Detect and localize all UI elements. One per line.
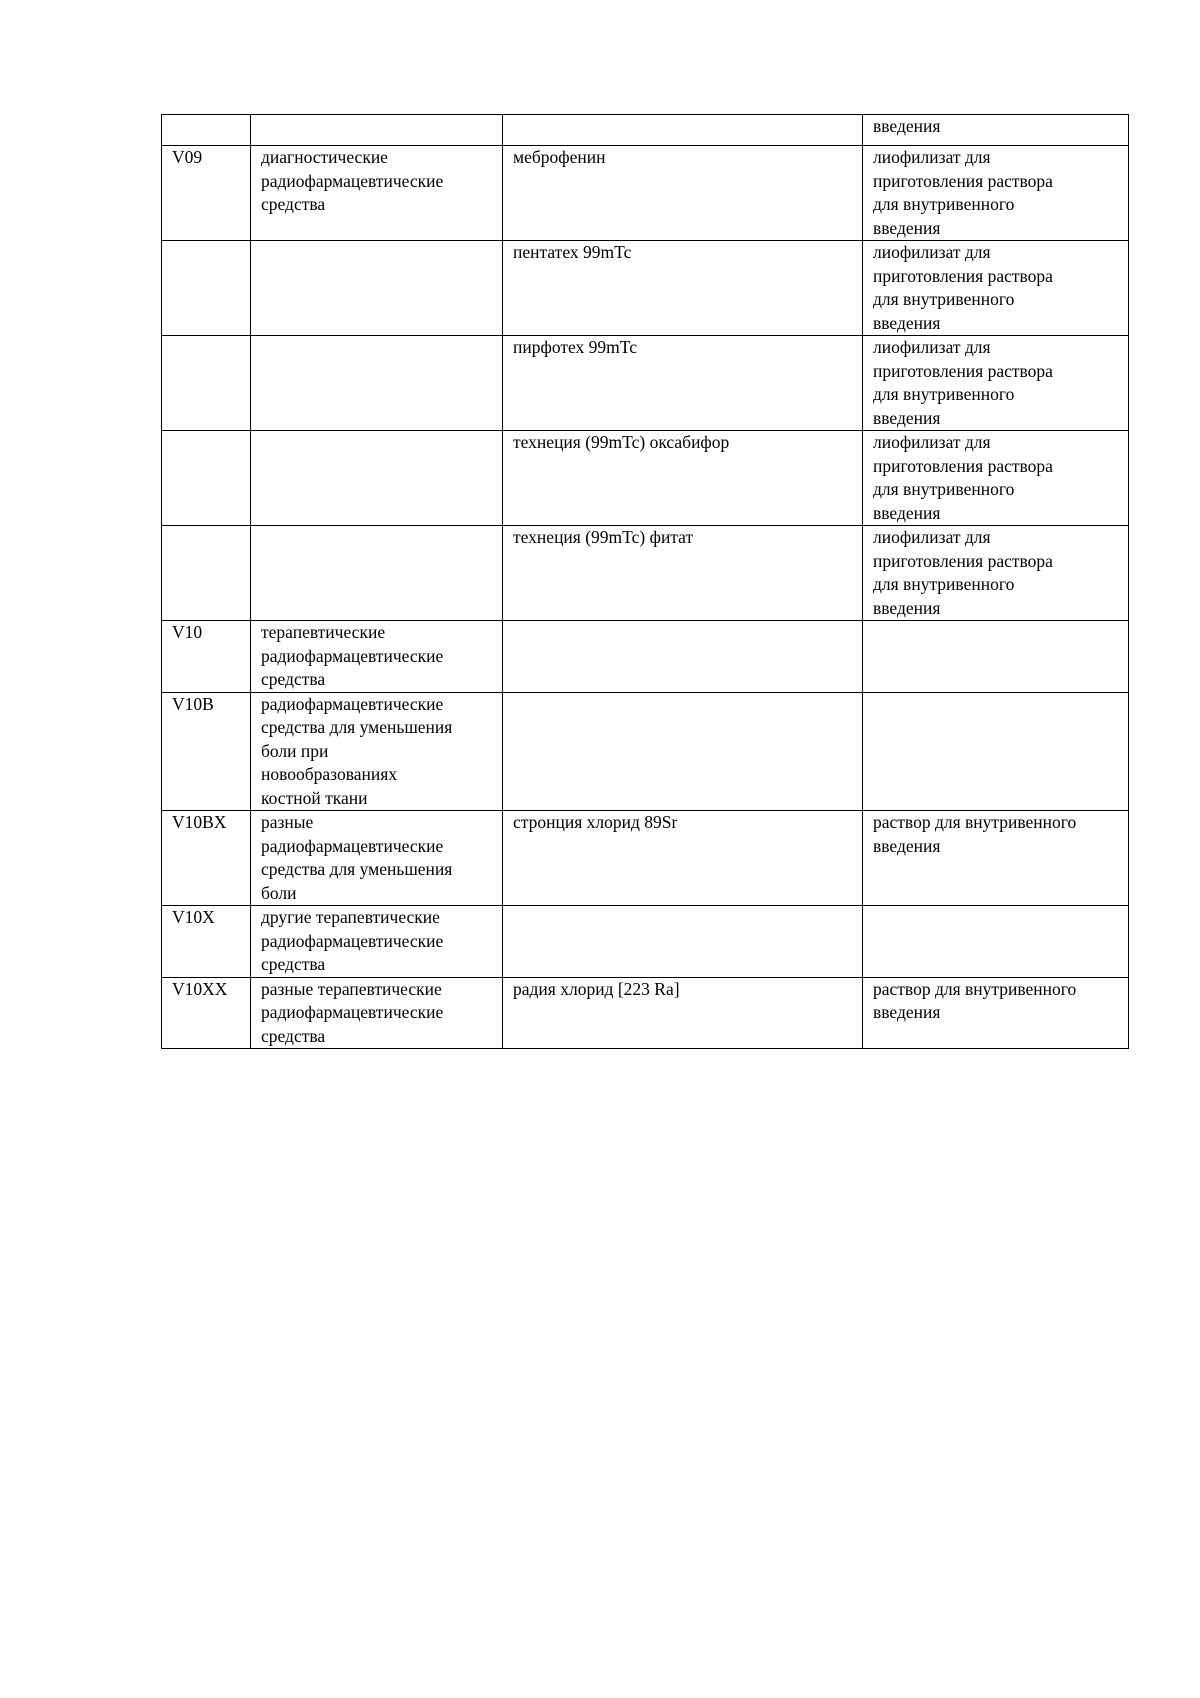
drug-name-cell: технеция (99mTc) фитат xyxy=(503,526,863,621)
drug-name-cell xyxy=(503,115,863,146)
table-row xyxy=(162,146,1129,241)
atc-code-cell: V10 xyxy=(162,621,251,693)
group-name-cell xyxy=(251,336,503,431)
group-name-cell: диагностические радиофармацевтические средства xyxy=(251,146,503,241)
dosage-form-cell xyxy=(863,906,1129,978)
table-row xyxy=(162,431,1129,526)
atc-code-cell xyxy=(162,526,251,621)
drug-name-cell: пентатех 99mTc xyxy=(503,241,863,336)
dosage-form-cell: раствор для внутривенного введения xyxy=(863,811,1129,906)
atc-code-cell: V09 xyxy=(162,146,251,241)
atc-code-cell xyxy=(162,431,251,526)
table-row xyxy=(162,241,1129,336)
drug-table xyxy=(161,114,1129,1049)
drug-name-cell: пирфотех 99mTc xyxy=(503,336,863,431)
table-row xyxy=(162,977,1129,1049)
dosage-form-cell: раствор для внутривенного введения xyxy=(863,977,1129,1049)
group-name-cell: разные радиофармацевтические средства для уменьшения боли xyxy=(251,811,503,906)
drug-name-cell: меброфенин xyxy=(503,146,863,241)
atc-code-cell xyxy=(162,336,251,431)
table-row xyxy=(162,115,1129,146)
atc-code-cell xyxy=(162,241,251,336)
group-name-cell: другие терапевтические радиофармацевтические средства xyxy=(251,906,503,978)
dosage-form-cell: лиофилизат для приготовления раствора для внутривенного введения xyxy=(863,526,1129,621)
group-name-cell: терапевтические радиофармацевтические средства xyxy=(251,621,503,693)
group-name-cell: разные терапевтические радиофармацевтические средства xyxy=(251,977,503,1049)
dosage-form-cell: лиофилизат для приготовления раствора для внутривенного введения xyxy=(863,431,1129,526)
drug-name-cell xyxy=(503,692,863,811)
dosage-form-cell: введения xyxy=(863,115,1129,146)
drug-name-cell: стронция хлорид 89Sr xyxy=(503,811,863,906)
dosage-form-cell: лиофилизат для приготовления раствора для внутривенного введения xyxy=(863,336,1129,431)
dosage-form-cell: лиофилизат для приготовления раствора для внутривенного введения xyxy=(863,146,1129,241)
table-row xyxy=(162,621,1129,693)
atc-code-cell xyxy=(162,115,251,146)
group-name-cell xyxy=(251,526,503,621)
table-row xyxy=(162,692,1129,811)
group-name-cell xyxy=(251,241,503,336)
table-row xyxy=(162,906,1129,978)
table-row xyxy=(162,336,1129,431)
group-name-cell xyxy=(251,431,503,526)
drug-name-cell: радия хлорид [223 Ra] xyxy=(503,977,863,1049)
drug-name-cell: технеция (99mTc) оксабифор xyxy=(503,431,863,526)
dosage-form-cell xyxy=(863,692,1129,811)
atc-code-cell: V10BX xyxy=(162,811,251,906)
dosage-form-cell: лиофилизат для приготовления раствора для внутривенного введения xyxy=(863,241,1129,336)
group-name-cell: радиофармацевтические средства для уменьшения боли при новообразованиях костной ткани xyxy=(251,692,503,811)
atc-code-cell: V10X xyxy=(162,906,251,978)
table-row xyxy=(162,526,1129,621)
group-name-cell xyxy=(251,115,503,146)
drug-name-cell xyxy=(503,906,863,978)
drug-name-cell xyxy=(503,621,863,693)
atc-code-cell: V10XX xyxy=(162,977,251,1049)
dosage-form-cell xyxy=(863,621,1129,693)
atc-code-cell: V10B xyxy=(162,692,251,811)
table-row xyxy=(162,811,1129,906)
